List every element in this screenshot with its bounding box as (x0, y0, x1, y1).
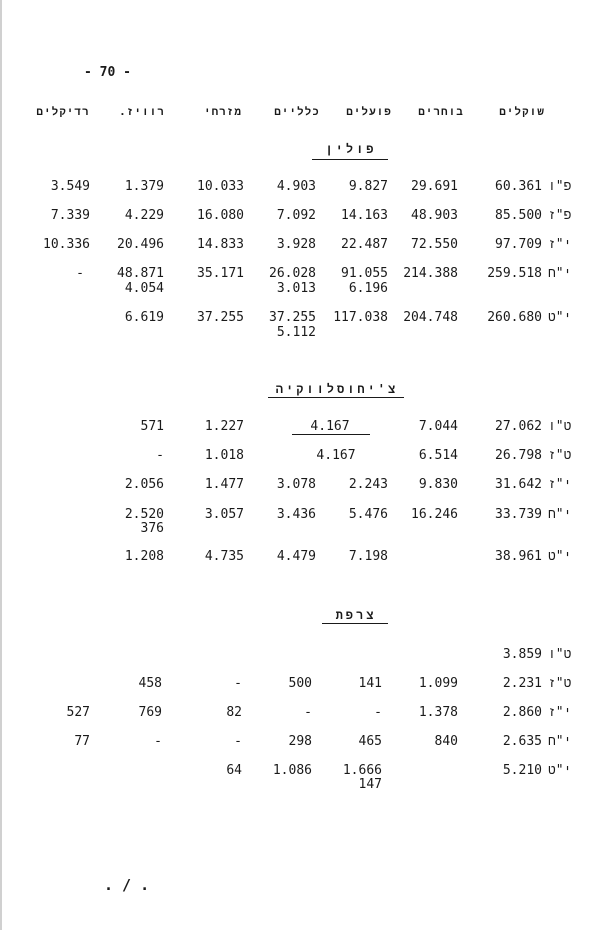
cell-bocharim: 1.378 (418, 705, 458, 720)
cell-shoklim: 31.642 (495, 477, 542, 492)
cell-bocharim: 72.550 (411, 237, 458, 252)
cell-year: י"ט (548, 310, 572, 325)
cell-poalim: 9.827 (348, 179, 388, 194)
cell-shoklim: 2.635 (502, 734, 542, 749)
cell-poalim: 91.055 (341, 266, 388, 281)
header-mizrachi: מזרחי (203, 105, 242, 118)
page-left-edge (0, 0, 2, 930)
cell-poalim: - (374, 705, 382, 720)
cell-radicals: - (156, 448, 164, 463)
cell-bocharim: 1.099 (418, 676, 458, 691)
cell-year: י"ז (548, 705, 572, 720)
cell-klaliim: 37.255 (269, 310, 316, 325)
cell-bocharim: 9.830 (418, 477, 458, 492)
cell-revisionists: 6.619 (124, 310, 164, 325)
cell-klaliim: - (304, 705, 312, 720)
cell-revisionists-sub: 4.054 (124, 281, 164, 296)
cell-poalim: 7.198 (348, 549, 388, 564)
cell-mizrachi: 64 (226, 763, 242, 778)
cell-shoklim: 38.961 (495, 549, 542, 564)
cell-poalim: 465 (358, 734, 382, 749)
page-number: - 70 - (84, 65, 131, 80)
cell-mizrachi: - (234, 734, 242, 749)
cell-poalim: 141 (358, 676, 382, 691)
cell-year: פ"ז (548, 208, 572, 223)
cell-poalim-klaliim-combined: 4.167 (310, 419, 350, 434)
cell-mizrachi: 82 (226, 705, 242, 720)
cell-bocharim: 214.388 (403, 266, 458, 281)
cell-year: י"ח (548, 266, 572, 281)
cell-klaliim: 3.436 (276, 507, 316, 522)
cell-mizrachi: - (234, 676, 242, 691)
cell-klaliim: 298 (288, 734, 312, 749)
cell-shoklim: 3.859 (502, 647, 542, 662)
section-title-poland: פולין (325, 142, 377, 156)
cell-radicals: 3.549 (50, 179, 90, 194)
cell-klaliim: 3.078 (276, 477, 316, 492)
cell-radicals: 527 (66, 705, 90, 720)
cell-radicals: 2.056 (124, 477, 164, 492)
cell-radicals: 10.336 (43, 237, 90, 252)
cell-bocharim: 29.691 (411, 179, 458, 194)
cell-revisionists: 20.496 (117, 237, 164, 252)
cell-revisionists: 769 (138, 705, 162, 720)
cell-year: י"ח (548, 734, 572, 749)
cell-radicals: 2.520 (124, 507, 164, 522)
cell-revisionists: 3.057 (204, 507, 244, 522)
cell-shoklim: 260.680 (487, 310, 542, 325)
cell-poalim: 1.666 (342, 763, 382, 778)
cell-mizrachi: 35.171 (197, 266, 244, 281)
cell-shoklim: 2.231 (502, 676, 542, 691)
cell-radicals: 7.339 (50, 208, 90, 223)
header-radicals: רדיקלים (36, 105, 90, 118)
cell-revisionists: 4.735 (204, 549, 244, 564)
header-shoklim: שוקלים (499, 105, 545, 118)
cell-poalim: 22.487 (341, 237, 388, 252)
cell-poalim: 5.476 (348, 507, 388, 522)
cell-klaliim: 7.092 (276, 208, 316, 223)
cell-mizrachi: 37.255 (197, 310, 244, 325)
cell-poalim: 117.038 (333, 310, 388, 325)
cell-revisionists: 4.229 (124, 208, 164, 223)
cell-shoklim: 2.860 (502, 705, 542, 720)
cell-radicals: - (76, 266, 84, 281)
header-klaliim: כלליים (274, 105, 320, 118)
section-underline-poland (312, 159, 388, 160)
cell-year: י"ט (548, 549, 572, 564)
cell-bocharim: 16.246 (411, 507, 458, 522)
cell-year: פ"ו (548, 179, 572, 194)
cell-revisionists: 48.871 (117, 266, 164, 281)
cell-shoklim: 97.709 (495, 237, 542, 252)
header-bocharim: בוחרים (418, 105, 464, 118)
section-underline-czech (268, 397, 404, 398)
cell-shoklim: 33.739 (495, 507, 542, 522)
cell-revisionists: 458 (138, 676, 162, 691)
cell-bocharim: 7.044 (418, 419, 458, 434)
cell-shoklim: 60.361 (495, 179, 542, 194)
cell-radicals-sub: 376 (140, 521, 164, 536)
cell-bocharim: 48.903 (411, 208, 458, 223)
cell-poalim-sub: 6.196 (348, 281, 388, 296)
cell-year: י"ט (548, 763, 572, 778)
cell-mizrachi: 16.080 (197, 208, 244, 223)
header-poalim: פועלים (346, 105, 392, 118)
cell-klaliim: 4.903 (276, 179, 316, 194)
cell-revisionists: 1.227 (204, 419, 244, 434)
cell-bocharim: 840 (434, 734, 458, 749)
cell-mizrachi: 14.833 (197, 237, 244, 252)
cell-klaliim: 4.479 (276, 549, 316, 564)
cell-poalim-sub: 147 (358, 777, 382, 792)
cell-klaliim: 3.928 (276, 237, 316, 252)
section-title-czech: צ'יחוסלווקיה (275, 382, 399, 396)
cell-year: י"ז (548, 237, 572, 252)
cell-year: י"ח (548, 507, 572, 522)
cell-shoklim: 85.500 (495, 208, 542, 223)
cell-year: י"ז (548, 477, 572, 492)
cell-mizrachi: 10.033 (197, 179, 244, 194)
cell-shoklim: 5.210 (502, 763, 542, 778)
cell-klaliim: 26.028 (269, 266, 316, 281)
cell-revisionists: 1.379 (124, 179, 164, 194)
cell-bocharim: 204.748 (403, 310, 458, 325)
section-title-france: צרפת (335, 608, 377, 622)
cell-revisionists: - (154, 734, 162, 749)
cell-shoklim: 259.518 (487, 266, 542, 281)
cell-year: ט"ו (548, 419, 572, 434)
section-underline-france (322, 623, 388, 624)
cell-revisionists: 1.477 (204, 477, 244, 492)
cell-year: ט"ז (548, 676, 572, 691)
cell-poalim: 2.243 (348, 477, 388, 492)
cell-radicals: 1.208 (124, 549, 164, 564)
cell-klaliim: 1.086 (272, 763, 312, 778)
cell-poalim: 14.163 (341, 208, 388, 223)
cell-revisionists: 1.018 (204, 448, 244, 463)
footer-mark: . / . (104, 876, 150, 894)
cell-radicals: 77 (74, 734, 90, 749)
cell-year: ט"ז (548, 448, 572, 463)
cell-radicals: 571 (140, 419, 164, 434)
header-revisionists: רוויז. (119, 105, 165, 118)
cell-poalim-klaliim-combined: 4.167 (316, 448, 356, 463)
cell-bocharim: 6.514 (418, 448, 458, 463)
combined-cell-underline (292, 434, 370, 435)
cell-year: ט"ו (548, 647, 572, 662)
cell-klaliim-sub: 3.013 (276, 281, 316, 296)
cell-klaliim: 500 (288, 676, 312, 691)
cell-shoklim: 26.798 (495, 448, 542, 463)
cell-shoklim: 27.062 (495, 419, 542, 434)
cell-klaliim-sub: 5.112 (276, 325, 316, 340)
